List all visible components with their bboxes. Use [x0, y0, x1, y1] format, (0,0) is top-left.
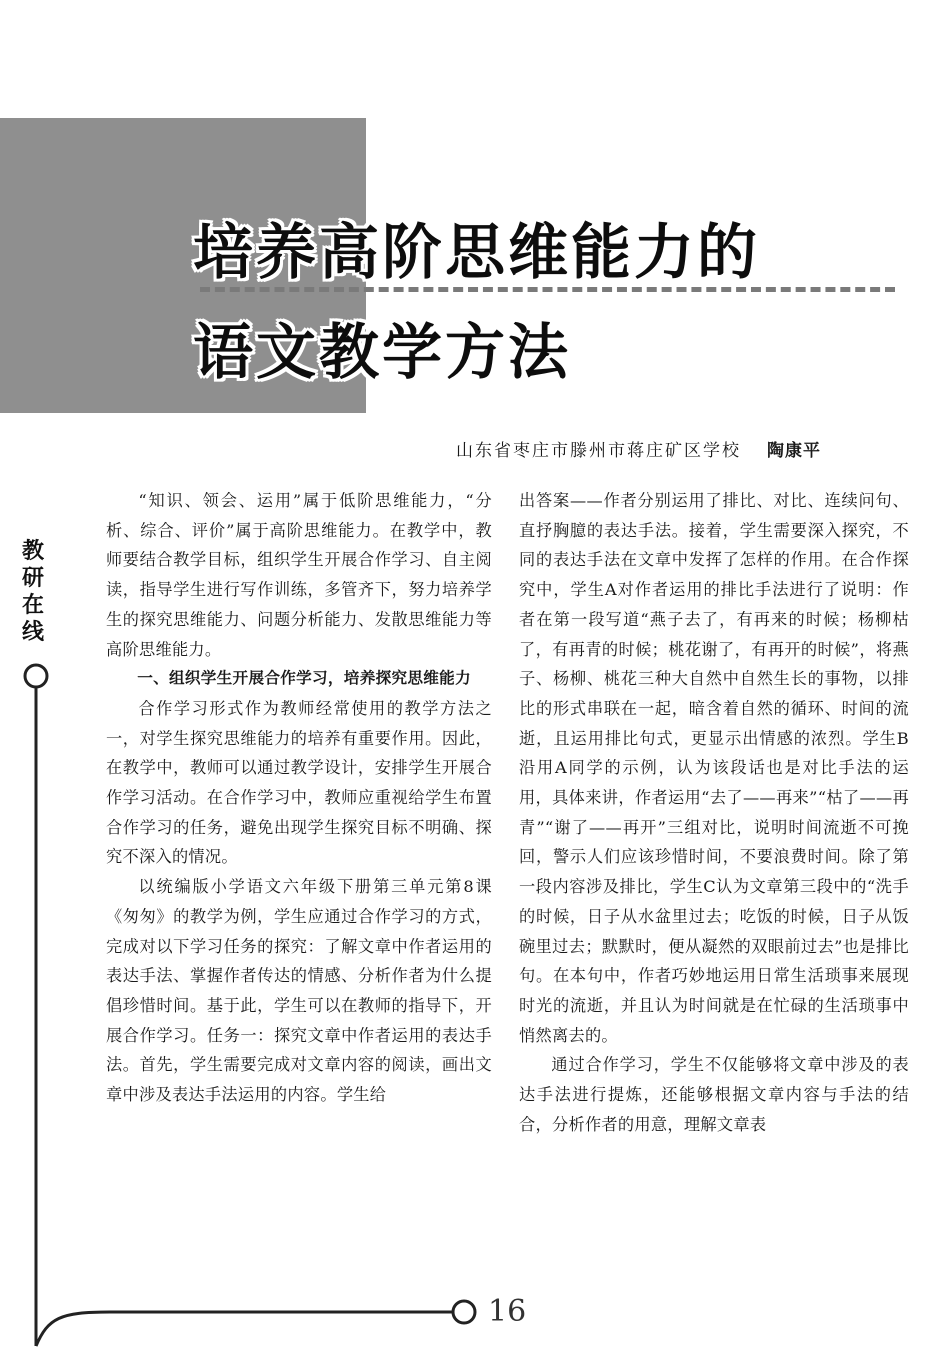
paragraph: 以统编版小学语文六年级下册第三单元第8课《匆匆》的教学为例，学生应通过合作学习的方式，完成对以下学习任务的探究：了解文章中作者运用的表达手法、掌握作者传达的情感、分析作者为什么提倡珍惜时间。基于此，学生可以在教师的指导下，开展合作学习。任务一：探究文章中作者运用的表达手法。首先，学生需要完成对文章内容的阅读，画出文章中涉及表达手法运用的内容。学生给: [106, 877, 492, 1105]
page-number: 16: [488, 1294, 527, 1329]
paragraph: 通过合作学习，学生不仅能够将文章中涉及的表达手法进行提炼，还能够根据文章内容与手法的结合，分析作者的用意，理解文章表: [519, 1055, 909, 1134]
article-title-line-2: 语文教学方法: [193, 318, 571, 388]
right-column: [519, 486, 909, 1139]
article-title-line-1: 培养高阶思维能力的: [193, 218, 760, 288]
author-name: 陶康平: [767, 441, 821, 461]
side-circle-marker: [25, 665, 47, 687]
footer-circle-marker: [453, 1301, 475, 1323]
paragraph: 出答案——作者分别运用了排比、对比、连续问句、直抒胸臆的表达手法。接着，学生需要深入探究，不同的表达手法在文章中发挥了怎样的作用。在合作探究中，学生A对作者运用的排比手法进行了说明：作者在第一段写道“燕子去了，有再来的时候；杨柳枯了，有再青的时候；桃花谢了，有再开的时候”，将燕子、杨柳、桃花三种大自然中自然生长的事物，以排比的形式串联在一起，暗含着自然的循环、时间的流逝，且运用排比句式，更显示出情感的浓烈。学生B沿用A同学的示例，认为该段话也是对比手法的运用，具体来讲，作者运用“去了——再来”“枯了——再青”“谢了——再开”三组对比，说明时间流逝不可挽回，警示人们应该珍惜时间，不要浪费时间。除了第一段内容涉及排比，学生C认为文章第三段中的“洗手的时候，日子从水盆里过去；吃饭的时候，日子从饭碗里过去；默默时，便从凝然的双眼前过去”也是排比句。在本句中，作者巧妙地运用日常生活琐事来展现时光的流逝，并且认为时间就是在忙碌的生活琐事中悄然离去的。: [519, 491, 909, 1045]
paragraph: “知识、领会、运用”属于低阶思维能力，“分析、综合、评价”属于高阶思维能力。在教学中，教师要结合教学目标，组织学生开展合作学习、自主阅读，指导学生进行写作训练，多管齐下，努力培养学生的探究思维能力、问题分析能力、发散思维能力等高阶思维能力。: [106, 491, 492, 659]
left-column: [106, 486, 492, 1110]
section-label: 教研在线: [21, 539, 44, 645]
paragraph: 合作学习形式作为教师经常使用的教学方法之一，对学生探究思维能力的培养有重要作用。因此，在教学中，教师可以通过教学设计，安排学生开展合作学习活动。在合作学习中，教师应重视给学生布置合作学习的任务，避免出现学生探究目标不明确、探究不深入的情况。: [106, 698, 492, 867]
footer-curve-line: [36, 1312, 452, 1346]
section-heading: 一、组织学生开展合作学习，培养探究思维能力: [137, 669, 471, 688]
author-affiliation: 山东省枣庄市滕州市蒋庄矿区学校: [456, 441, 741, 461]
